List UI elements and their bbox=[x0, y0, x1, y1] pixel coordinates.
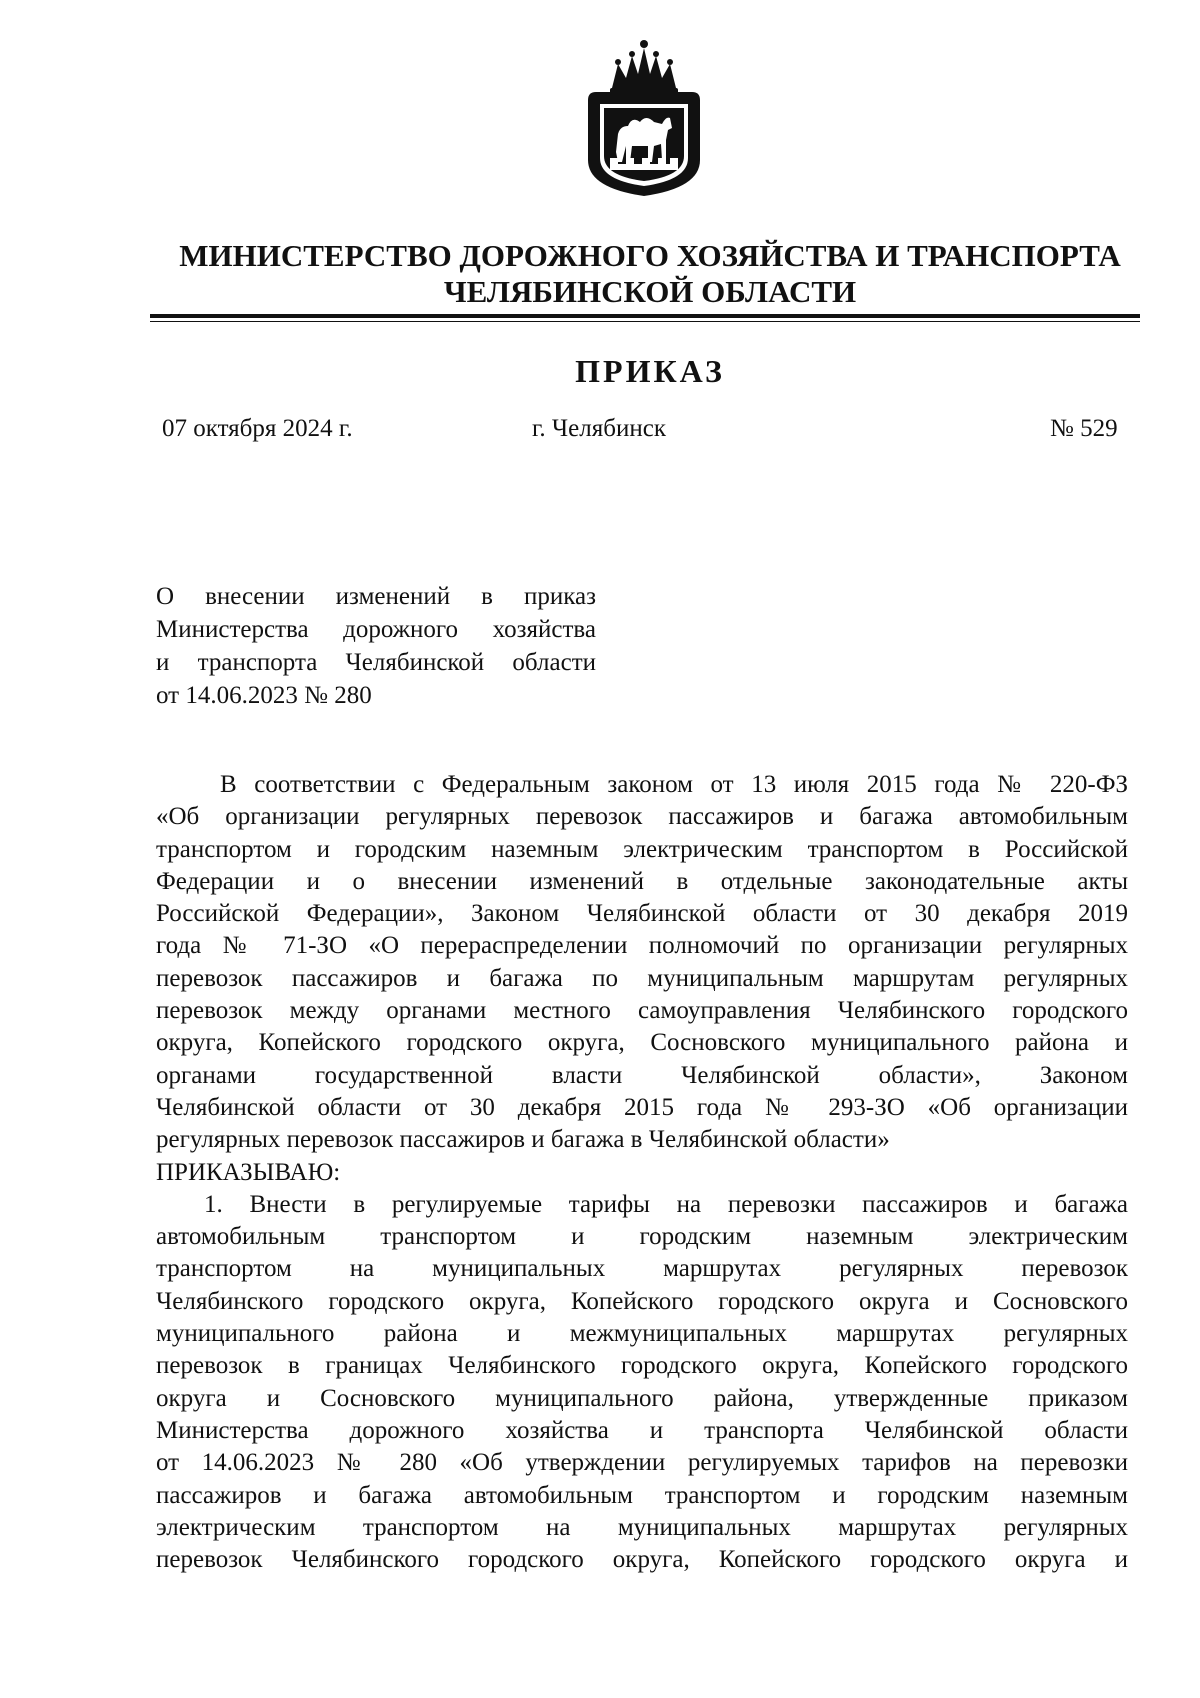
preamble-line: органами государственной власти Челябинской области», Законом bbox=[156, 1061, 1128, 1089]
item1-line: Челябинского городского округа, Копейского городского округа и Сосновского bbox=[156, 1287, 1128, 1315]
ministry-name-line1: МИНИСТЕРСТВО ДОРОЖНОГО ХОЗЯЙСТВА И ТРАНСПОРТА bbox=[179, 238, 1121, 273]
coat-of-arms-emblem bbox=[574, 30, 714, 200]
preamble-line: транспортом и городским наземным электрическим транспортом в Российской bbox=[156, 835, 1128, 863]
preamble-line: перевозок между органами местного самоуправления Челябинского городского bbox=[156, 997, 1128, 1025]
document-subject bbox=[156, 580, 596, 712]
ministry-name-line2: ЧЕЛЯБИНСКОЙ ОБЛАСТИ bbox=[443, 274, 857, 309]
item1-line: 1. Внести в регулируемые тарифы на перевозки пассажиров и багажа bbox=[204, 1190, 1128, 1218]
item1-line: перевозок в границах Челябинского городского округа, Копейского городского bbox=[156, 1352, 1128, 1380]
item1-line: электрическим транспортом на муниципальных маршрутах регулярных bbox=[156, 1513, 1128, 1541]
item1-line: перевозок Челябинского городского округа, Копейского городского округа и bbox=[156, 1546, 1128, 1574]
item1-line: муниципального района и межмуниципальных маршрутах регулярных bbox=[156, 1320, 1128, 1348]
document-body bbox=[156, 769, 1128, 1576]
header-rule-thick bbox=[150, 314, 1140, 318]
subject-line: О внесении изменений в приказ bbox=[156, 583, 596, 610]
item1-line: округа и Сосновского муниципального района, утвержденные приказом bbox=[156, 1384, 1128, 1412]
preamble-line: регулярных перевозок пассажиров и багажа в Челябинской области» bbox=[156, 1126, 890, 1154]
preamble-line: В соответствии с Федеральным законом от 13 июля 2015 года № 220-ФЗ bbox=[220, 771, 1128, 798]
header-rule-thin bbox=[150, 321, 1140, 322]
preamble-line: Федерации и о внесении изменений в отдельные законодательные акты bbox=[156, 867, 1128, 895]
item1-line: от 14.06.2023 № 280 «Об утверждении регулируемых тарифов на перевозки bbox=[156, 1449, 1128, 1477]
preamble-line: округа, Копейского городского округа, Сосновского муниципального района и bbox=[156, 1029, 1128, 1057]
preamble-line: Российской Федерации», Законом Челябинской области от 30 декабря 2019 bbox=[156, 900, 1128, 928]
preamble-line: года № 71-ЗО «О перераспределении полномочий по организации регулярных bbox=[156, 932, 1128, 960]
preamble-line: «Об организации регулярных перевозок пассажиров и багажа автомобильным bbox=[156, 803, 1128, 831]
document-city: г. Челябинск bbox=[532, 415, 666, 442]
preamble-line: Челябинской области от 30 декабря 2015 года № 293-ЗО «Об организации bbox=[156, 1093, 1128, 1121]
document-number: № 529 bbox=[1050, 415, 1118, 442]
item1-line: транспортом на муниципальных маршрутах регулярных перевозок bbox=[156, 1255, 1128, 1283]
item1-line: автомобильным транспортом и городским наземным электрическим bbox=[156, 1223, 1128, 1251]
subject-line: Министерства дорожного хозяйства bbox=[156, 616, 596, 643]
subject-line: и транспорта Челябинской области bbox=[156, 649, 596, 676]
item1-line: пассажиров и багажа автомобильным транспортом и городским наземным bbox=[156, 1481, 1128, 1509]
order-word: ПРИКАЗЫВАЮ: bbox=[156, 1158, 341, 1186]
item1-line: Министерства дорожного хозяйства и транспорта Челябинской области bbox=[156, 1416, 1128, 1444]
document-type-title: ПРИКАЗ bbox=[575, 353, 725, 389]
subject-line: от 14.06.2023 № 280 bbox=[156, 682, 372, 709]
preamble-line: перевозок пассажиров и багажа по муниципальным маршрутам регулярных bbox=[156, 964, 1128, 992]
document-date: 07 октября 2024 г. bbox=[162, 415, 353, 442]
